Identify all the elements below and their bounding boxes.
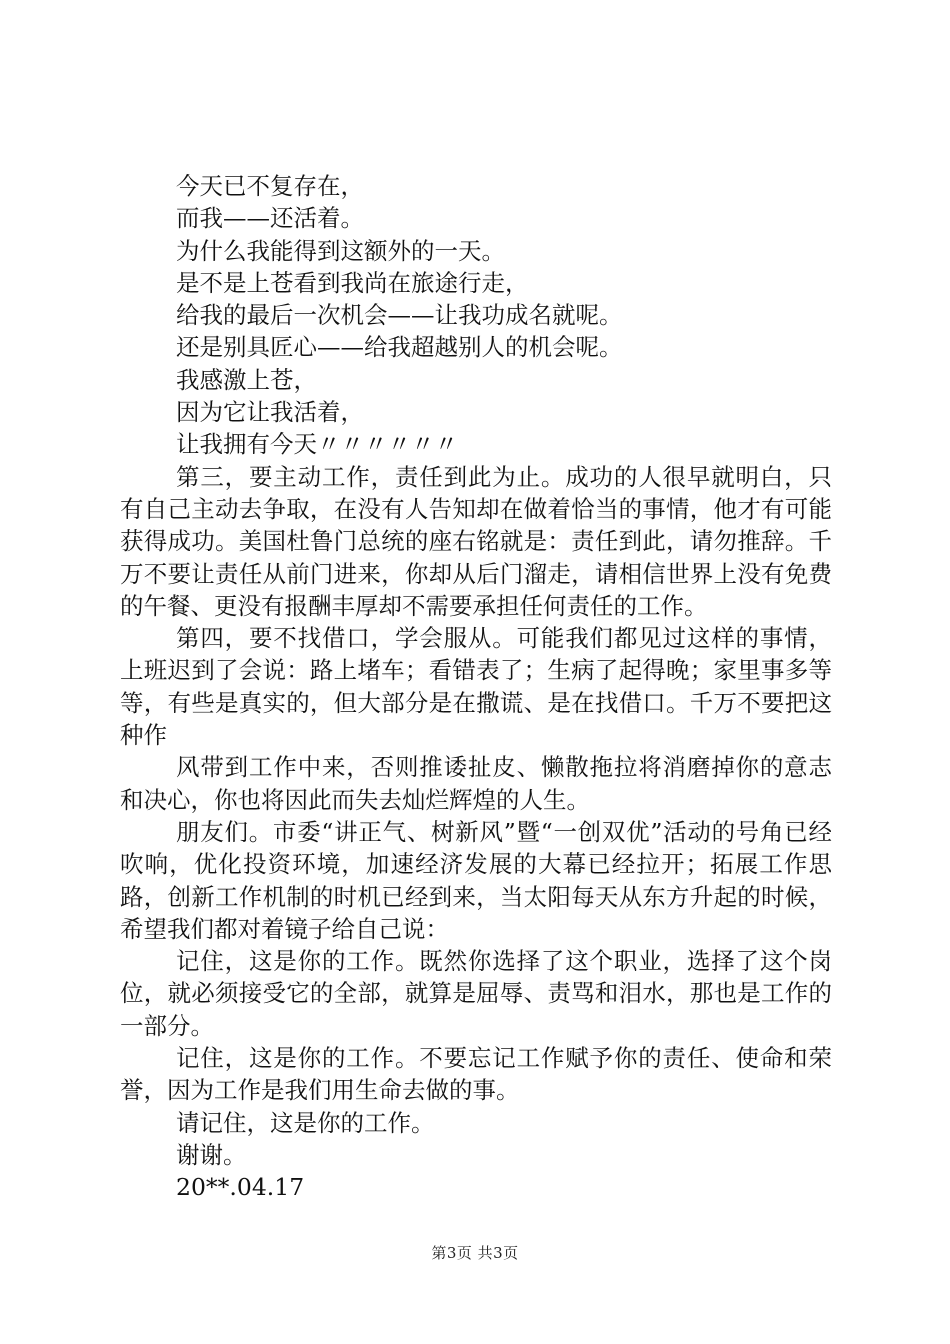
poem-line: 因为它让我活着， xyxy=(176,398,364,427)
closing-date: 20**.04.17 xyxy=(176,1173,305,1202)
poem-line: 给我的最后一次机会——让我功成名就呢。 xyxy=(176,301,623,330)
poem-line: 是不是上苍看到我尚在旅途行走， xyxy=(176,268,529,297)
poem-line: 让我拥有今天〃〃〃〃〃〃 xyxy=(176,430,458,459)
paragraph-remember-1: 记住，这是你的工作。既然你选择了这个职业，选择了这个岗位，就必须接受它的全部，就算是屈辱、责骂和泪水，那也是工作的一部分。 xyxy=(120,947,832,1040)
poem-line: 而我——还活着。 xyxy=(176,204,364,233)
closing-line: 请记住，这是你的工作。 xyxy=(176,1108,435,1137)
paragraph-fourth-point: 第四，要不找借口，学会服从。可能我们都见过这样的事情，上班迟到了会说：路上堵车；看错表了；生病了起得晚；家里事多等等，有些是真实的，但大部分是在撒谎、是在找借口。千万不要把这种作 xyxy=(120,624,832,750)
paragraph-friends: 朋友们。市委“讲正气、树新风”暨“一创双优”活动的号角已经吹响，优化投资环境，加速经济发展的大幕已经拉开；拓展工作思路，创新工作机制的时机已经到来，当太阳每天从东方升起的时候，希望我们都对着镜子给自己说： xyxy=(120,817,832,943)
paragraph-fourth-point-continued: 风带到工作中来，否则推诿扯皮、懒散拖拉将消磨掉你的意志和决心，你也将因此而失去灿烂辉煌的人生。 xyxy=(120,753,832,814)
poem-line: 还是别具匠心——给我超越别人的机会呢。 xyxy=(176,333,623,362)
document-body xyxy=(120,170,832,1204)
closing-thanks: 谢谢。 xyxy=(176,1140,247,1169)
poem-line: 我感激上苍， xyxy=(176,365,317,394)
poem-line: 今天已不复存在， xyxy=(176,172,364,200)
poem-line: 为什么我能得到这额外的一天。 xyxy=(176,236,505,265)
paragraph-remember-2: 记住，这是你的工作。不要忘记工作赋予你的责任、使命和荣誉，因为工作是我们用生命去做的事。 xyxy=(120,1044,832,1105)
paragraph-third-point: 第三，要主动工作，责任到此为止。成功的人很早就明白，只有自己主动去争取，在没有人告知却在做着恰当的事情，他才有可能获得成功。美国杜鲁门总统的座右铭就是：责任到此，请勿推辞。千万不要让责任从前门进来，你却从后门溜走，请相信世界上没有免费的午餐、更没有报酬丰厚却不需要承担任何责任的工作。 xyxy=(120,462,832,620)
page-number-footer: 第3页 共3页 xyxy=(431,1244,519,1262)
